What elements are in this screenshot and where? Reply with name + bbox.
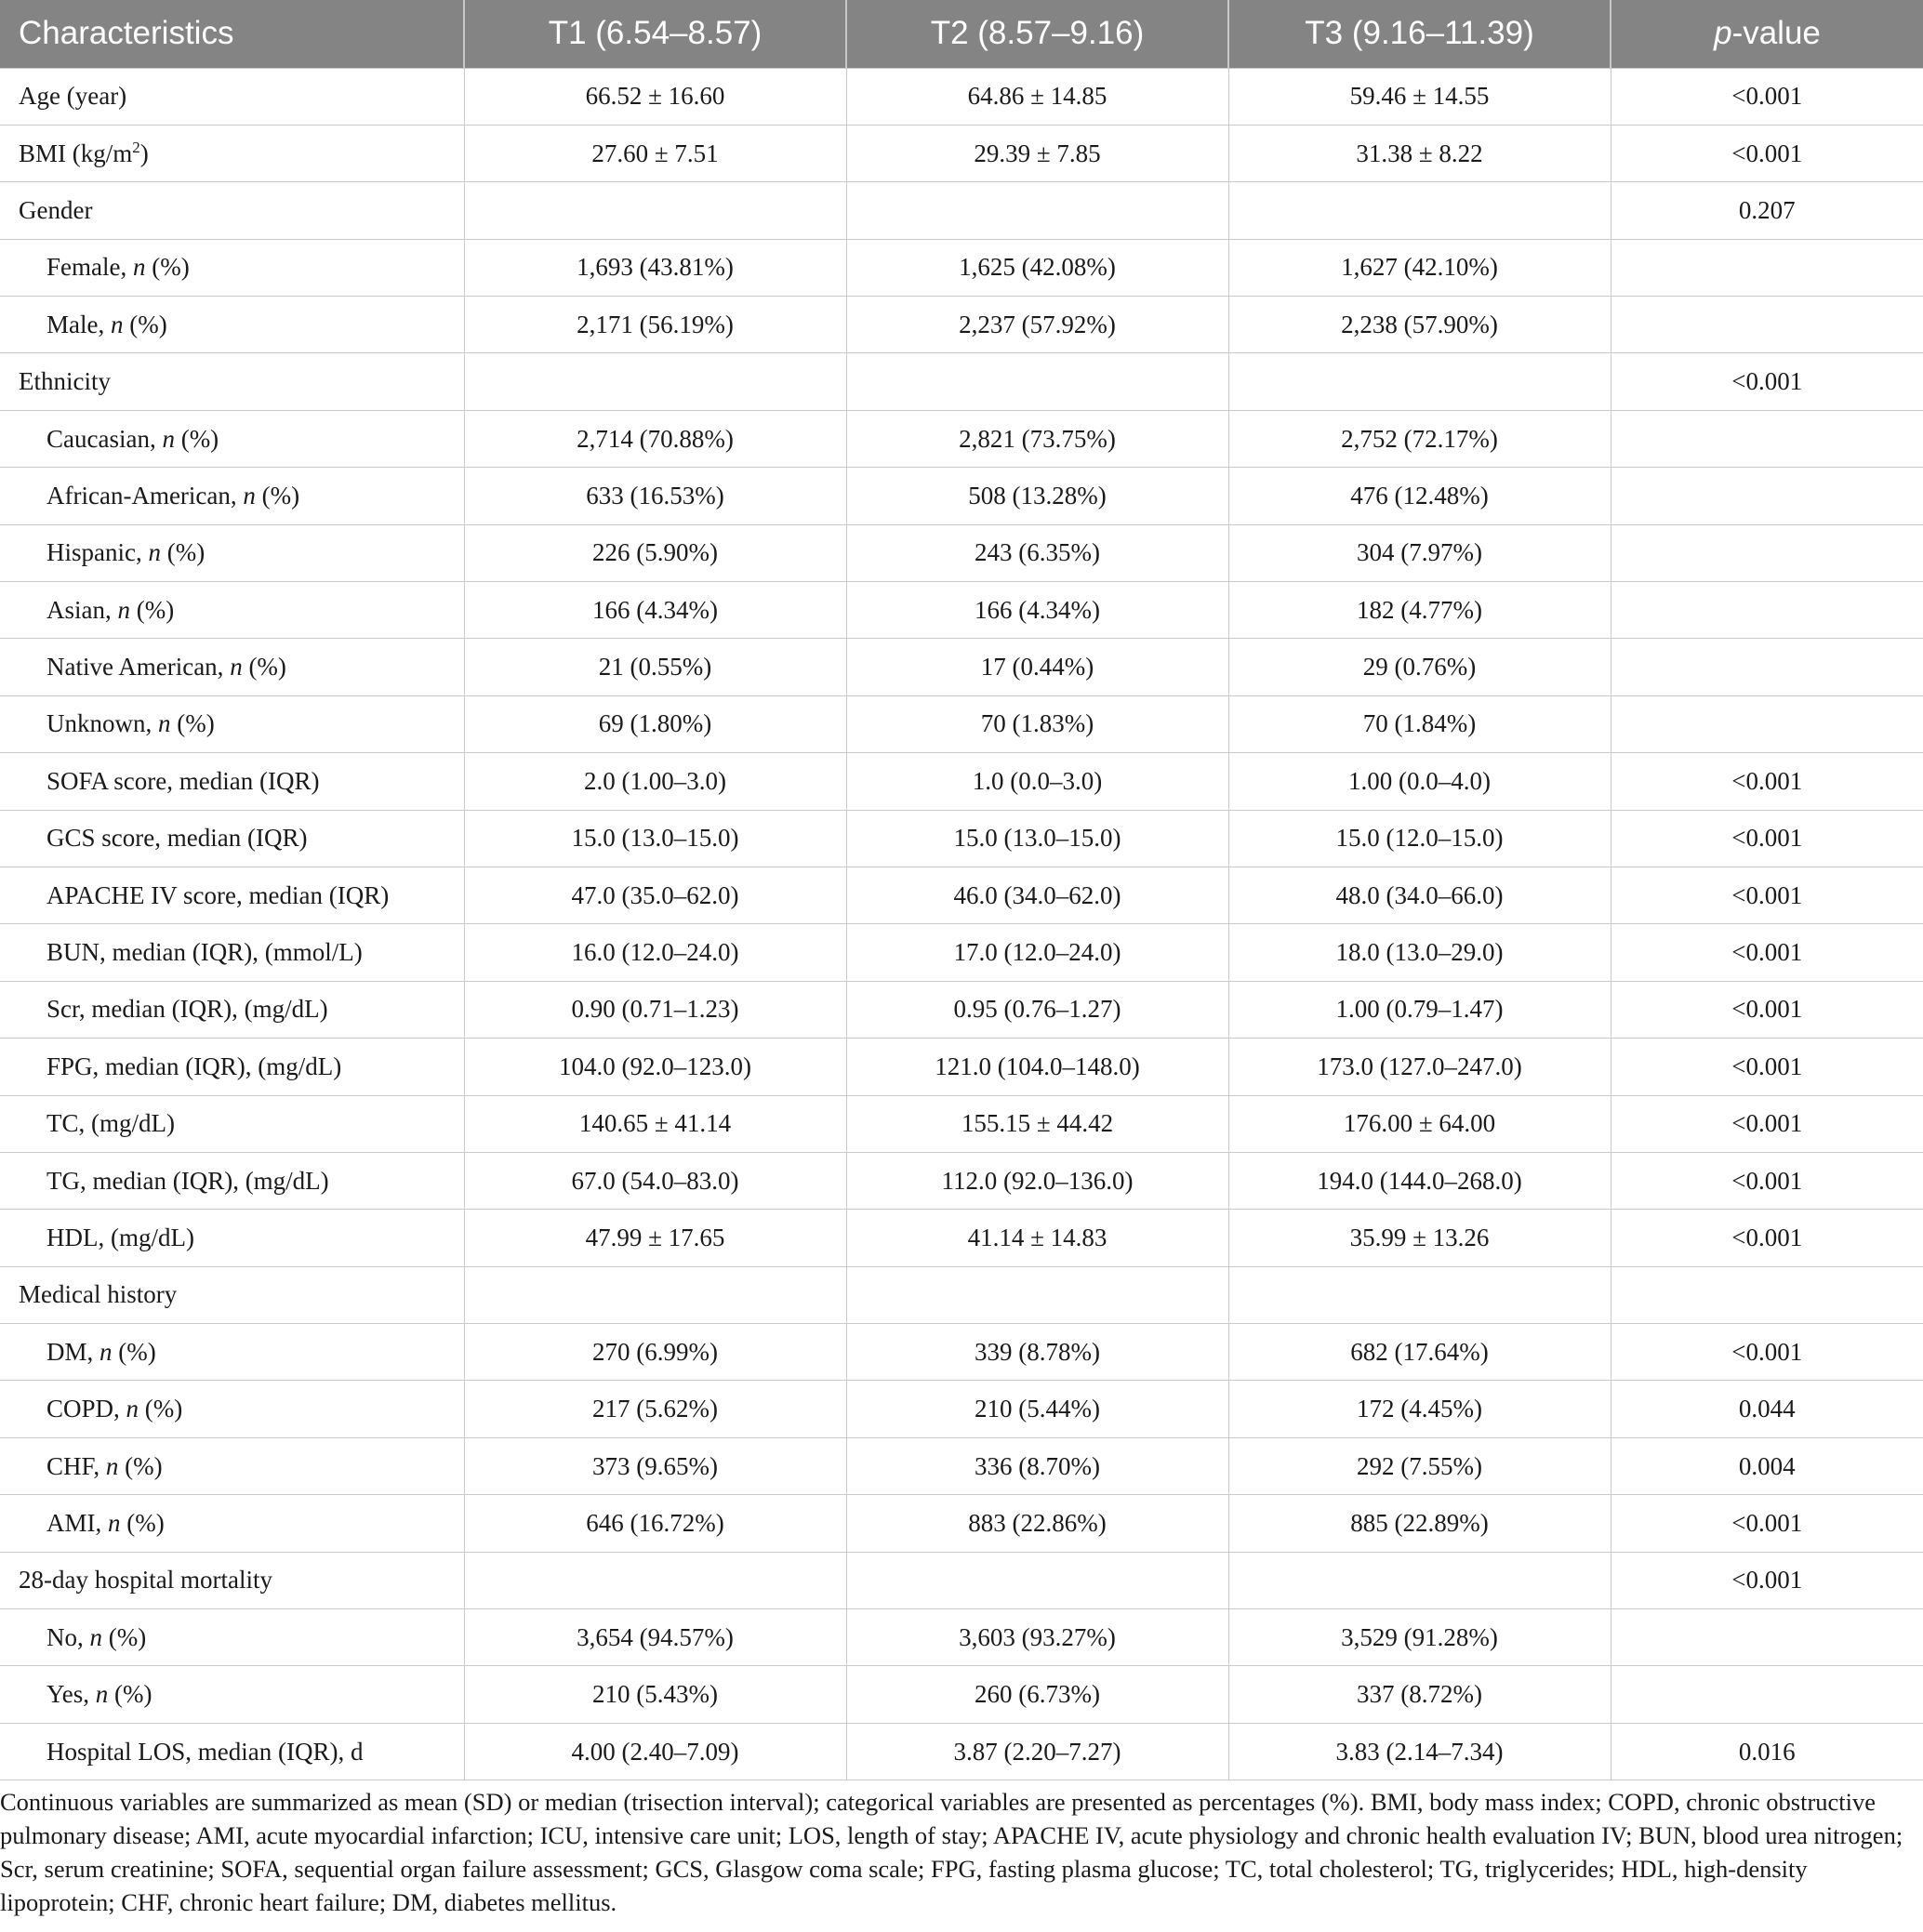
row-label-text: BMI (kg/m: [19, 139, 133, 167]
cell-t3: 194.0 (144.0–268.0): [1228, 1152, 1611, 1209]
cell-p-value: <0.001: [1611, 1552, 1923, 1608]
table-row: [0, 239, 1923, 296]
cell-t1: 15.0 (13.0–15.0): [464, 810, 846, 867]
row-label: [0, 410, 464, 467]
cell-p-value: <0.001: [1611, 810, 1923, 867]
cell-t1: 270 (6.99%): [464, 1324, 846, 1381]
cell-t2: 0.95 (0.76–1.27): [846, 981, 1228, 1038]
row-label: [0, 639, 464, 695]
row-label-percent: (%): [242, 653, 286, 681]
cell-t3: 15.0 (12.0–15.0): [1228, 810, 1611, 867]
cell-t1: 47.0 (35.0–62.0): [464, 867, 846, 923]
row-label: Gender: [0, 182, 464, 239]
cell-t1: 226 (5.90%): [464, 524, 846, 581]
table-row: [0, 524, 1923, 581]
cell-t1: 140.65 ± 41.14: [464, 1095, 846, 1152]
row-label-text: DM,: [46, 1337, 100, 1366]
row-label-percent: (%): [145, 253, 190, 282]
cell-t3: 70 (1.84%): [1228, 695, 1611, 752]
row-label-percent: (%): [118, 1451, 163, 1480]
row-label: Medical history: [0, 1266, 464, 1323]
cell-t1: 4.00 (2.40–7.09): [464, 1723, 846, 1780]
row-label-n: n: [95, 1680, 109, 1709]
table-row: [0, 410, 1923, 467]
cell-t3: 173.0 (127.0–247.0): [1228, 1039, 1611, 1095]
cell-t1: 16.0 (12.0–24.0): [464, 924, 846, 981]
cell-p-value: <0.001: [1611, 125, 1923, 181]
row-label: Scr, median (IQR), (mg/dL): [0, 981, 464, 1038]
row-label: [0, 1381, 464, 1437]
row-label: Hospital LOS, median (IQR), d: [0, 1723, 464, 1780]
row-label: [0, 1495, 464, 1552]
cell-t2: 166 (4.34%): [846, 582, 1228, 639]
table-row: [0, 1324, 1923, 1381]
cell-t1: 21 (0.55%): [464, 639, 846, 695]
row-label-percent: (%): [120, 1508, 165, 1537]
header-t1: T1 (6.54–8.57): [464, 0, 846, 68]
cell-t3: 35.99 ± 13.26: [1228, 1210, 1611, 1266]
cell-t2: 2,821 (73.75%): [846, 410, 1228, 467]
cell-t1: 2.0 (1.00–3.0): [464, 753, 846, 810]
cell-t1: 633 (16.53%): [464, 468, 846, 524]
row-label: [0, 297, 464, 353]
row-label: TC, (mg/dL): [0, 1095, 464, 1152]
row-label-n: n: [243, 481, 256, 509]
row-label: Ethnicity: [0, 353, 464, 410]
cell-t2: 339 (8.78%): [846, 1324, 1228, 1381]
cell-t1: 210 (5.43%): [464, 1666, 846, 1723]
cell-t1: 67.0 (54.0–83.0): [464, 1152, 846, 1209]
table-row: [0, 695, 1923, 752]
cell-t3: 682 (17.64%): [1228, 1324, 1611, 1381]
cell-t2: 15.0 (13.0–15.0): [846, 810, 1228, 867]
cell-t3: 176.00 ± 64.00: [1228, 1095, 1611, 1152]
table-row: [0, 353, 1923, 410]
table-row: [0, 1666, 1923, 1723]
table-row: [0, 1723, 1923, 1780]
cell-t3: 59.46 ± 14.55: [1228, 68, 1611, 125]
cell-p-value: [1611, 468, 1923, 524]
cell-t3: 292 (7.55%): [1228, 1437, 1611, 1494]
cell-p-value: <0.001: [1611, 981, 1923, 1038]
row-label-n: n: [162, 424, 175, 453]
header-characteristics: Characteristics: [0, 0, 464, 68]
cell-t3: 476 (12.48%): [1228, 468, 1611, 524]
row-label-text: AMI,: [46, 1508, 108, 1537]
row-label: SOFA score, median (IQR): [0, 753, 464, 810]
row-label-text: African-American,: [46, 481, 244, 509]
cell-t1: 27.60 ± 7.51: [464, 125, 846, 181]
cell-t3: 885 (22.89%): [1228, 1495, 1611, 1552]
cell-p-value: <0.001: [1611, 924, 1923, 981]
header-t2: T2 (8.57–9.16): [846, 0, 1228, 68]
cell-t2: 210 (5.44%): [846, 1381, 1228, 1437]
cell-t3: 3.83 (2.14–7.34): [1228, 1723, 1611, 1780]
cell-t3: 48.0 (34.0–66.0): [1228, 867, 1611, 923]
row-label: [0, 524, 464, 581]
cell-p-value: <0.001: [1611, 1495, 1923, 1552]
cell-t3: 2,238 (57.90%): [1228, 297, 1611, 353]
table-row: [0, 639, 1923, 695]
row-label-percent: (%): [130, 595, 175, 624]
cell-t2: [846, 1552, 1228, 1608]
cell-t2: 3,603 (93.27%): [846, 1609, 1228, 1666]
table-row: [0, 125, 1923, 181]
table-row: [0, 1609, 1923, 1666]
cell-t3: 304 (7.97%): [1228, 524, 1611, 581]
row-label: FPG, median (IQR), (mg/dL): [0, 1039, 464, 1095]
row-label-text: COPD,: [46, 1395, 126, 1423]
row-label: [0, 1324, 464, 1381]
cell-t3: 2,752 (72.17%): [1228, 410, 1611, 467]
cell-p-value: [1611, 239, 1923, 296]
row-label: APACHE IV score, median (IQR): [0, 867, 464, 923]
cell-p-value: <0.001: [1611, 1095, 1923, 1152]
cell-t2: 64.86 ± 14.85: [846, 68, 1228, 125]
row-label: 28-day hospital mortality: [0, 1552, 464, 1608]
row-label-n: n: [148, 538, 161, 567]
table-row: [0, 924, 1923, 981]
row-label-superscript: 2: [132, 138, 140, 156]
row-label: [0, 695, 464, 752]
cell-p-value: [1611, 639, 1923, 695]
cell-t2: 883 (22.86%): [846, 1495, 1228, 1552]
row-label-n: n: [105, 1451, 119, 1480]
row-label: HDL, (mg/dL): [0, 1210, 464, 1266]
row-label: GCS score, median (IQR): [0, 810, 464, 867]
cell-t3: 172 (4.45%): [1228, 1381, 1611, 1437]
table-row: [0, 297, 1923, 353]
cell-p-value: 0.044: [1611, 1381, 1923, 1437]
cell-t2: 17.0 (12.0–24.0): [846, 924, 1228, 981]
cell-t3: [1228, 182, 1611, 239]
cell-t1: 1,693 (43.81%): [464, 239, 846, 296]
cell-t1: 0.90 (0.71–1.23): [464, 981, 846, 1038]
cell-p-value: 0.016: [1611, 1723, 1923, 1780]
table-row: [0, 68, 1923, 125]
cell-t2: 243 (6.35%): [846, 524, 1228, 581]
row-label-percent: (%): [174, 424, 219, 453]
row-label-percent: (%): [160, 538, 206, 567]
row-label-n: n: [117, 595, 130, 624]
cell-p-value: <0.001: [1611, 1039, 1923, 1095]
table-row: [0, 867, 1923, 923]
row-label-text: Male,: [46, 310, 111, 338]
cell-t1: 373 (9.65%): [464, 1437, 846, 1494]
row-label-percent: (%): [108, 1680, 153, 1709]
row-label: [0, 468, 464, 524]
cell-t2: 41.14 ± 14.83: [846, 1210, 1228, 1266]
cell-t3: 31.38 ± 8.22: [1228, 125, 1611, 181]
cell-t3: 29 (0.76%): [1228, 639, 1611, 695]
table-row: [0, 1039, 1923, 1095]
header-p-italic: p: [1714, 15, 1732, 52]
cell-t2: 336 (8.70%): [846, 1437, 1228, 1494]
cell-p-value: [1611, 1266, 1923, 1323]
cell-t1: 217 (5.62%): [464, 1381, 846, 1437]
cell-t1: 2,714 (70.88%): [464, 410, 846, 467]
table-footnote: Continuous variables are summarized as mean (SD) or median (trisection interval); categorical variables are presented as percentages (%). BMI, body mass index; COPD, chronic obstructive pulmonary disease; AMI, acute myocardial infarction; ICU, intensive care unit; LOS, length of stay; APACHE IV, acute physiology and chronic health evaluation IV; BUN, blood urea nitrogen; Scr, serum creatinine; SOFA, sequential organ failure assessment; GCS, Glasgow coma scale; FPG, fasting plasma glucose; TC, total cholesterol; TG, triglycerides; HDL, high-density lipoprotein; CHF, chronic heart failure; DM, diabetes mellitus.: [0, 1788, 1903, 1916]
table-row: [0, 468, 1923, 524]
row-label: [0, 239, 464, 296]
cell-t3: 182 (4.77%): [1228, 582, 1611, 639]
table-row: [0, 981, 1923, 1038]
row-label-n: n: [89, 1622, 102, 1651]
cell-t1: 104.0 (92.0–123.0): [464, 1039, 846, 1095]
table-row: [0, 182, 1923, 239]
cell-p-value: [1611, 1666, 1923, 1723]
row-label: TG, median (IQR), (mg/dL): [0, 1152, 464, 1209]
row-label-n: n: [99, 1337, 113, 1366]
cell-p-value: [1611, 410, 1923, 467]
table-row: [0, 1152, 1923, 1209]
row-label: [0, 1437, 464, 1494]
table-row: [0, 753, 1923, 810]
row-label-n: n: [126, 1395, 139, 1423]
table-row: [0, 582, 1923, 639]
row-label-text: Caucasian,: [46, 424, 163, 453]
cell-t3: 1.00 (0.0–4.0): [1228, 753, 1611, 810]
row-label: [0, 125, 464, 181]
row-label-percent: (%): [139, 1395, 183, 1423]
cell-t1: [464, 1552, 846, 1608]
cell-t2: 121.0 (104.0–148.0): [846, 1039, 1228, 1095]
cell-t2: [846, 182, 1228, 239]
table-row: [0, 1266, 1923, 1323]
cell-t1: [464, 1266, 846, 1323]
table-row: [0, 1552, 1923, 1608]
cell-t3: 1,627 (42.10%): [1228, 239, 1611, 296]
row-label: Age (year): [0, 68, 464, 125]
row-label-percent: (%): [255, 481, 300, 509]
cell-p-value: <0.001: [1611, 353, 1923, 410]
row-label-text: Unknown,: [46, 709, 158, 738]
cell-p-value: [1611, 297, 1923, 353]
cell-t2: 3.87 (2.20–7.27): [846, 1723, 1228, 1780]
table-row: [0, 810, 1923, 867]
cell-p-value: <0.001: [1611, 753, 1923, 810]
row-label-text: CHF,: [46, 1451, 106, 1480]
cell-t3: 3,529 (91.28%): [1228, 1609, 1611, 1666]
cell-t1: 166 (4.34%): [464, 582, 846, 639]
cell-t1: [464, 353, 846, 410]
cell-t2: 260 (6.73%): [846, 1666, 1228, 1723]
row-label-percent: (%): [102, 1622, 147, 1651]
cell-p-value: <0.001: [1611, 68, 1923, 125]
row-label-n: n: [110, 310, 124, 338]
cell-t2: [846, 353, 1228, 410]
cell-t1: 646 (16.72%): [464, 1495, 846, 1552]
cell-p-value: [1611, 1609, 1923, 1666]
row-label-text: Female,: [46, 253, 133, 282]
cell-t3: [1228, 1552, 1611, 1608]
table-row: [0, 1210, 1923, 1266]
row-label: [0, 1666, 464, 1723]
row-label-text: No,: [46, 1622, 90, 1651]
cell-p-value: 0.004: [1611, 1437, 1923, 1494]
cell-p-value: [1611, 524, 1923, 581]
row-label-n: n: [132, 253, 146, 282]
cell-p-value: [1611, 582, 1923, 639]
cell-t3: 18.0 (13.0–29.0): [1228, 924, 1611, 981]
header-t3: T3 (9.16–11.39): [1228, 0, 1611, 68]
cell-t2: 112.0 (92.0–136.0): [846, 1152, 1228, 1209]
cell-t1: 3,654 (94.57%): [464, 1609, 846, 1666]
cell-t2: 508 (13.28%): [846, 468, 1228, 524]
cell-t2: 155.15 ± 44.42: [846, 1095, 1228, 1152]
cell-t2: 29.39 ± 7.85: [846, 125, 1228, 181]
row-label-text: Native American,: [46, 653, 231, 681]
cell-p-value: 0.207: [1611, 182, 1923, 239]
cell-p-value: [1611, 695, 1923, 752]
cell-t1: 47.99 ± 17.65: [464, 1210, 846, 1266]
cell-t2: [846, 1266, 1228, 1323]
cell-p-value: <0.001: [1611, 1152, 1923, 1209]
cell-t3: [1228, 353, 1611, 410]
row-label-text: Hispanic,: [46, 538, 149, 567]
row-label-text: Asian,: [46, 595, 118, 624]
cell-t2: 46.0 (34.0–62.0): [846, 867, 1228, 923]
cell-t1: 69 (1.80%): [464, 695, 846, 752]
header-p-value: [1611, 0, 1923, 68]
table-row: [0, 1095, 1923, 1152]
row-label: BUN, median (IQR), (mmol/L): [0, 924, 464, 981]
cell-t1: [464, 182, 846, 239]
cell-t2: 70 (1.83%): [846, 695, 1228, 752]
cell-t3: [1228, 1266, 1611, 1323]
row-label-n: n: [108, 1508, 121, 1537]
row-label: [0, 1609, 464, 1666]
row-label-n: n: [230, 653, 243, 681]
cell-t2: 17 (0.44%): [846, 639, 1228, 695]
table-row: [0, 1381, 1923, 1437]
row-label-percent: (%): [123, 310, 167, 338]
cell-p-value: <0.001: [1611, 1210, 1923, 1266]
table-row: [0, 1437, 1923, 1494]
row-label-n: n: [158, 709, 171, 738]
header-p-rest: -value: [1731, 15, 1821, 52]
cell-t1: 2,171 (56.19%): [464, 297, 846, 353]
cell-t2: 1.0 (0.0–3.0): [846, 753, 1228, 810]
row-label-suffix: ): [139, 139, 149, 167]
cell-t2: 1,625 (42.08%): [846, 239, 1228, 296]
cell-t2: 2,237 (57.92%): [846, 297, 1228, 353]
row-label-percent: (%): [170, 709, 215, 738]
cell-t3: 337 (8.72%): [1228, 1666, 1611, 1723]
cell-t3: 1.00 (0.79–1.47): [1228, 981, 1611, 1038]
cell-t1: 66.52 ± 16.60: [464, 68, 846, 125]
cell-p-value: <0.001: [1611, 867, 1923, 923]
table-header-row: [0, 0, 1923, 68]
row-label-text: Yes,: [46, 1680, 96, 1709]
row-label-percent: (%): [112, 1337, 156, 1366]
row-label: [0, 582, 464, 639]
cell-p-value: <0.001: [1611, 1324, 1923, 1381]
table-row: [0, 1495, 1923, 1552]
table-body: [0, 68, 1923, 1780]
